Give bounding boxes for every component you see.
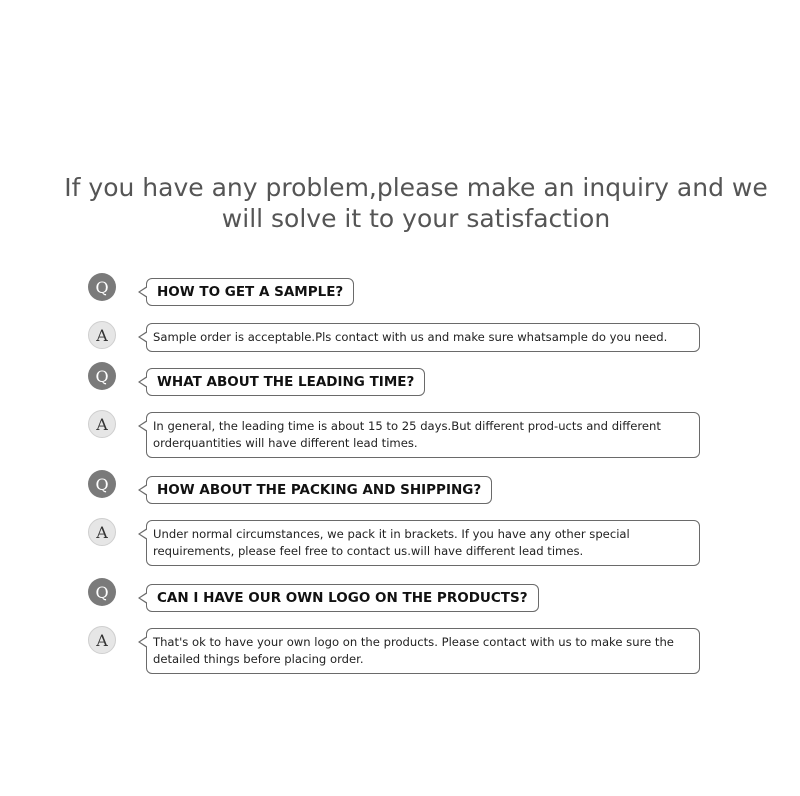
question-badge: Q	[88, 470, 116, 498]
question-badge: Q	[88, 578, 116, 606]
answer-badge: A	[88, 518, 116, 546]
faq-answer-1: Sample order is acceptable.Pls contact with us and make sure whatsample do you need.	[146, 323, 700, 352]
faq-question-1: HOW TO GET A SAMPLE?	[146, 278, 354, 306]
page-headline	[40, 172, 792, 234]
answer-badge: A	[88, 626, 116, 654]
faq-question-3: HOW ABOUT THE PACKING AND SHIPPING?	[146, 476, 492, 504]
question-badge: Q	[88, 273, 116, 301]
answer-badge: A	[88, 410, 116, 438]
faq-question-4: CAN I HAVE OUR OWN LOGO ON THE PRODUCTS?	[146, 584, 539, 612]
headline-line-1: If you have any problem,please make an inquiry and we	[64, 173, 768, 202]
faq-answer-3: Under normal circumstances, we pack it in brackets. If you have any other special requirements, please feel free to contact us.will have different lead times.	[146, 520, 700, 566]
question-badge: Q	[88, 362, 116, 390]
answer-badge: A	[88, 321, 116, 349]
faq-answer-2: In general, the leading time is about 15 to 25 days.But different prod-ucts and different orderquantities will have different lead times.	[146, 412, 700, 458]
faq-question-2: WHAT ABOUT THE LEADING TIME?	[146, 368, 425, 396]
faq-answer-4: That's ok to have your own logo on the products. Please contact with us to make sure the detailed things before placing order.	[146, 628, 700, 674]
headline-line-2: will solve it to your satisfaction	[221, 204, 611, 233]
